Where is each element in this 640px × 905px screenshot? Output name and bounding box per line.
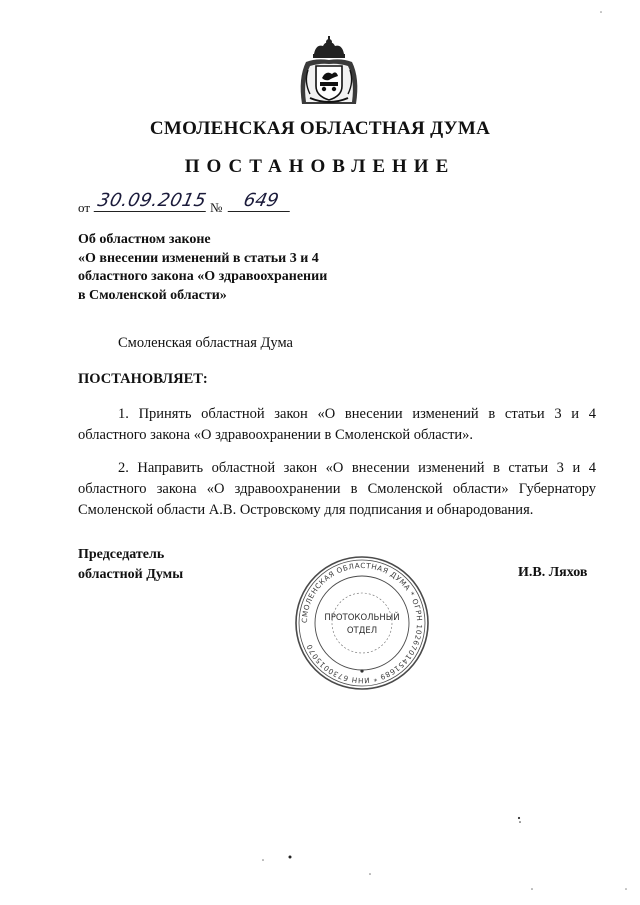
preamble: Смоленская областная Дума	[118, 335, 293, 351]
document-type: ПОСТАНОВЛЕНИЕ	[184, 156, 456, 177]
resolution-paragraph-2: 2. Направить областной закон «О внесении изменений в статьи 3 и 4 областного закона «О здравоохранении в Смоленской области» Губернатору Смоленской области А.В. Островскому для подписания и обнародования.	[78, 460, 596, 518]
subject-line: областного закона «О здравоохранении	[78, 269, 328, 284]
date-prefix: от	[78, 200, 91, 215]
subject-line: в Смоленской области»	[78, 287, 227, 303]
resolves-heading: ПОСТАНОВЛЯЕТ:	[78, 371, 208, 387]
seal-center-line-1: ПРОТОКОЛЬНЫЙ	[324, 613, 400, 623]
coat-of-arms-icon	[296, 34, 362, 108]
subject-line: Об областном законе	[78, 232, 211, 247]
signer-title	[78, 545, 183, 585]
handwritten-date: 30.09.2015	[94, 190, 211, 212]
organization-title: СМОЛЕНСКАЯ ОБЛАСТНАЯ ДУМА	[149, 118, 491, 139]
seal-outer-text: СМОЛЕНСКАЯ ОБЛАСТНАЯ ДУМА * ОГРН 1026701451689 * ИНН 6730015070	[299, 560, 425, 686]
official-seal-icon	[292, 553, 432, 693]
svg-text:СМОЛЕНСКАЯ ОБЛАСТНАЯ ДУМА * ОГ	[300, 561, 424, 685]
number-sign: №	[210, 200, 223, 215]
signer-title-line: областной Думы	[78, 567, 184, 582]
document-subject	[78, 231, 378, 305]
seal-center-line-2: ОТДЕЛ	[346, 626, 378, 636]
signer-name: И.В. Ляхов	[518, 565, 588, 580]
signer-title-line: Председатель	[78, 547, 165, 562]
resolution-paragraph-1: 1. Принять областной закон «О внесении изменений в статьи 3 и 4 областного закона «О здравоохранении в Смоленской области».	[78, 406, 596, 443]
handwritten-number: 649	[228, 190, 295, 212]
date-number-line	[78, 192, 378, 216]
subject-line: «О внесении изменений в статьи 3 и 4	[78, 250, 319, 266]
